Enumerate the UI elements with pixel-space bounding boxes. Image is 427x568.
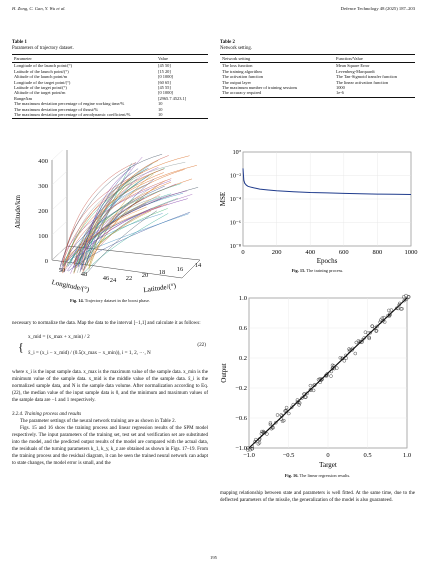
table-2-row — [220, 90, 415, 97]
fig14-trajectory-line — [89, 174, 154, 269]
figure-16-caption-text: The linear regression results. — [298, 473, 351, 478]
fig16-xtick-label: 1.0 — [402, 452, 412, 459]
fig16-xtick-label: 0.5 — [363, 452, 372, 459]
fig15-xtick-label: 1000 — [404, 249, 418, 256]
figure-16-regression-plot — [215, 290, 420, 470]
table-2-header-setting: Network setting — [220, 55, 334, 63]
fig16-ytick-label: 1.0 — [238, 295, 247, 302]
fig15-xtick-label: 600 — [338, 249, 349, 256]
table-1-cell-name: The maximum deviation percentage of engine working time/% — [14, 101, 125, 107]
fig16-xtick-label: 0 — [326, 452, 330, 459]
table-1-cell-value: [2965.7 4523.1] — [158, 95, 187, 101]
right-column-text — [220, 490, 415, 504]
equation-22-number: (22) — [197, 342, 206, 349]
fig14-lat-tick-24: 24 — [109, 277, 117, 284]
fig14-grid-line — [52, 221, 67, 235]
table-1-cell-name: Latitude of the launch point/(°) — [14, 68, 69, 74]
running-header-journal: Defence Technology 48 (2025) 187–203 — [340, 6, 415, 11]
fig16-xtick-label: −1.0 — [243, 452, 255, 459]
fig16-data-point — [343, 359, 346, 362]
fig14-ztick-100: 100 — [38, 233, 48, 240]
table-2-cell-name: The loss function — [222, 63, 253, 69]
fig16-ytick-label: −0.6 — [235, 415, 247, 422]
table-1 — [12, 40, 208, 119]
figure-16-caption — [215, 473, 420, 478]
table-1-subtitle: Parameters of trajectory dataset. — [12, 46, 74, 51]
fig14-lat-tick-16: 16 — [176, 266, 184, 273]
table-1-cell-name: The maximum deviation percentage of thrust/% — [14, 106, 99, 112]
fig14-lon-tick-50: 50 — [58, 267, 66, 274]
page-number: 195 — [210, 555, 217, 560]
table-1-cell-value: [0 1000] — [158, 74, 173, 80]
fig14-latitude-label: Latitude/(°) — [142, 281, 177, 295]
paragraph-training-results: Figs. 15 and 16 show the training process and linear regression results of the SPM model respectively. The input parameters of the training set, test set and verification set are substituted into the model, and the predicted output results of the model are compared with the actual data, the residuals of the turning parameters k_1, k_y, k_z are obtained as shown in Figs. 17–19. From the training process and the residual diagram, it can be seen the trained neural network can adapt to state changes, the model error is small, and the — [12, 425, 208, 467]
fig15-ytick-label: 10⁻⁶ — [229, 220, 241, 227]
equation-brace: { — [18, 340, 24, 355]
table-1-cell-value: [0 1000] — [158, 90, 173, 96]
figure-15-training-plot — [215, 150, 420, 265]
figure-15-caption-label: Fig. 15. — [291, 268, 306, 273]
paragraph-normalization-intro: necessary to normalize the data. Map the data to the interval [−1,1] and calculate it as follows: — [12, 321, 201, 326]
table-2-subtitle: Network setting. — [220, 46, 252, 51]
table-2-cell-name: The training algorithm — [222, 68, 262, 74]
table-2-header-value: Function/Value — [334, 55, 415, 63]
figure-15-caption — [215, 268, 420, 273]
figure-15-caption-text: The training process. — [305, 268, 344, 273]
table-1-header-value: Value — [156, 55, 208, 63]
table-2-cell-name: The activation function — [222, 74, 263, 80]
fig14-trajectory-line — [64, 165, 197, 267]
fig14-ztick-400: 400 — [38, 158, 48, 165]
fig15-mse-series-line — [243, 168, 411, 194]
fig14-grid-line — [52, 196, 67, 210]
fig15-xtick-label: 400 — [305, 249, 316, 256]
fig16-ytick-label: 0.6 — [238, 325, 247, 332]
table-2 — [220, 40, 415, 98]
table-2-cell-value: 1e-6 — [334, 90, 415, 97]
fig16-data-point — [276, 414, 279, 417]
table-1-title: Table 1 — [12, 40, 27, 45]
paragraph-training-settings: The parameter settings of the neural network training are as shown in Table 2. — [20, 418, 176, 424]
fig16-data-point — [355, 341, 358, 344]
fig14-lat-tick-14: 14 — [194, 262, 202, 269]
paragraph-normalization-definitions: where x_i is the input sample data. x_max is the maximum value of the sample data. x_min is the minimum value of the sample data. x_mid is the middle value of the sample data. x̄_i is the normalized sample data, and N is the sample data volume. After normalization according to Eq. (22), the median value of the input sample data is 0, and the minimum and maximum values of the sample data are −1 and 1 respectively. — [12, 370, 208, 404]
fig14-back-wall-left — [52, 150, 67, 260]
fig14-trajectory-line — [77, 157, 143, 268]
fig16-data-point — [309, 384, 312, 387]
table-2-cell-value: Mean Square Error — [336, 63, 370, 69]
fig16-ytick-label: −1.0 — [235, 445, 247, 452]
figure-14-trajectory-plot — [12, 150, 212, 300]
section-heading-3-2-4: 3.2.4. Training process and results — [12, 411, 82, 417]
table-1-cell-value: 10 — [158, 106, 163, 112]
fig16-ytick-label: −0.2 — [235, 385, 247, 392]
table-2-grid — [220, 54, 415, 98]
table-2-cell-value: Levenberg-Marquardt — [336, 68, 375, 74]
fig14-ztick-200: 200 — [38, 208, 48, 215]
table-1-cell-value: 10 — [158, 101, 163, 107]
fig14-ztick-0: 0 — [44, 258, 48, 265]
table-2-cell-value: 1000 — [336, 85, 345, 91]
fig14-lon-tick-48: 48 — [80, 271, 88, 278]
table-2-cell-value: The Tan-Sigmoid transfer function — [336, 74, 397, 80]
fig14-lon-tick-46: 46 — [102, 275, 110, 282]
fig14-longitude-label: Longitude/(°) — [50, 278, 90, 294]
fig16-data-point — [364, 331, 367, 334]
fig16-data-point — [371, 325, 374, 328]
fig16-ytick-label: 0.2 — [238, 355, 247, 362]
fig15-x-axis-label: Epochs — [316, 257, 338, 265]
table-1-grid — [12, 54, 208, 119]
table-2-cell-name: The maximum number of training sessions — [222, 85, 298, 91]
table-1-cell-value: [45 50] — [158, 63, 171, 69]
table-1-cell-name: Range/km — [14, 95, 33, 101]
fig14-grid-line — [52, 171, 67, 185]
table-1-row — [12, 112, 208, 119]
fig16-data-point — [330, 375, 333, 378]
table-1-cell-name: The maximum deviation percentage of aerodynamic coefficient/% — [12, 112, 156, 119]
equation-22 — [12, 330, 208, 366]
fig15-xtick-label: 0 — [241, 249, 245, 256]
table-1-cell-value: [15 20] — [158, 68, 171, 74]
table-2-cell-value: The linear activation function — [336, 79, 389, 85]
running-header-authors: H. Zong, C. Gan, Y. Wu et al. — [12, 6, 66, 11]
figure-14-caption-text: Trajectory dataset in the boost phase. — [83, 298, 150, 303]
table-1-cell-value: [45 55] — [158, 85, 171, 91]
fig15-ytick-label: 10⁻⁴ — [229, 197, 241, 203]
fig16-y-axis-label: Output — [220, 363, 228, 383]
table-1-cell-value: [60 65] — [158, 79, 171, 85]
fig15-ytick-label: 10⁰ — [232, 150, 241, 156]
fig15-ytick-label: 10⁻⁸ — [229, 244, 241, 250]
table-1-header-parameter: Parameter — [12, 55, 156, 63]
fig14-lat-tick-18: 18 — [158, 269, 166, 276]
left-column-text — [12, 320, 208, 467]
table-2-title: Table 2 — [220, 40, 235, 45]
fig16-data-point — [285, 406, 288, 409]
fig16-data-point — [287, 412, 290, 415]
table-1-cell-value: 10 — [156, 112, 208, 119]
equation-22-line-1: x_mid = (x_max + x_min) / 2 — [28, 334, 90, 341]
fig15-y-axis-label: MSE — [219, 191, 227, 207]
table-1-cell-name: Altitude of the target point/m — [14, 90, 66, 96]
fig15-xtick-label: 200 — [271, 249, 282, 256]
figure-16-caption-label: Fig. 16. — [284, 473, 299, 478]
fig14-lat-tick-22: 22 — [125, 275, 133, 282]
fig16-data-point — [354, 352, 357, 355]
table-1-cell-name: Longitude of the target point/(°) — [14, 79, 71, 85]
paragraph-mapping-conclusion: mapping relationship between state and parameters is well fitted. At the same time, due to the deflected parameters of the missile, the generalization of the model is also guaranteed. — [220, 491, 415, 504]
table-1-cell-name: Latitude of the target point/(°) — [14, 85, 67, 91]
fig16-xtick-label: −0.5 — [282, 452, 295, 459]
figure-14-caption-label: Fig. 14. — [70, 298, 84, 303]
table-2-cell-name: The output layer — [222, 79, 252, 85]
fig15-xtick-label: 800 — [372, 249, 383, 256]
fig14-z-axis-label: Altitude/km — [14, 195, 22, 229]
table-1-cell-name: Altitude of the launch point/m — [14, 74, 68, 80]
figure-14-caption — [12, 298, 208, 303]
equation-22-line-2: x̄_i = (x_i − x_mid) / (0.5(x_max − x_min)), i = 1, 2, ⋯, N — [28, 350, 151, 357]
table-2-cell-name: The accuracy required — [220, 90, 334, 97]
fig14-trajectory-line — [89, 184, 161, 266]
fig16-x-axis-label: Target — [319, 461, 337, 469]
fig14-ztick-300: 300 — [38, 183, 48, 190]
fig14-grid-line — [52, 150, 67, 160]
fig15-ytick-label: 10⁻² — [230, 173, 241, 180]
fig14-lat-tick-20: 20 — [141, 272, 149, 279]
table-1-cell-name: Longitude of the launch point/(°) — [14, 63, 73, 69]
